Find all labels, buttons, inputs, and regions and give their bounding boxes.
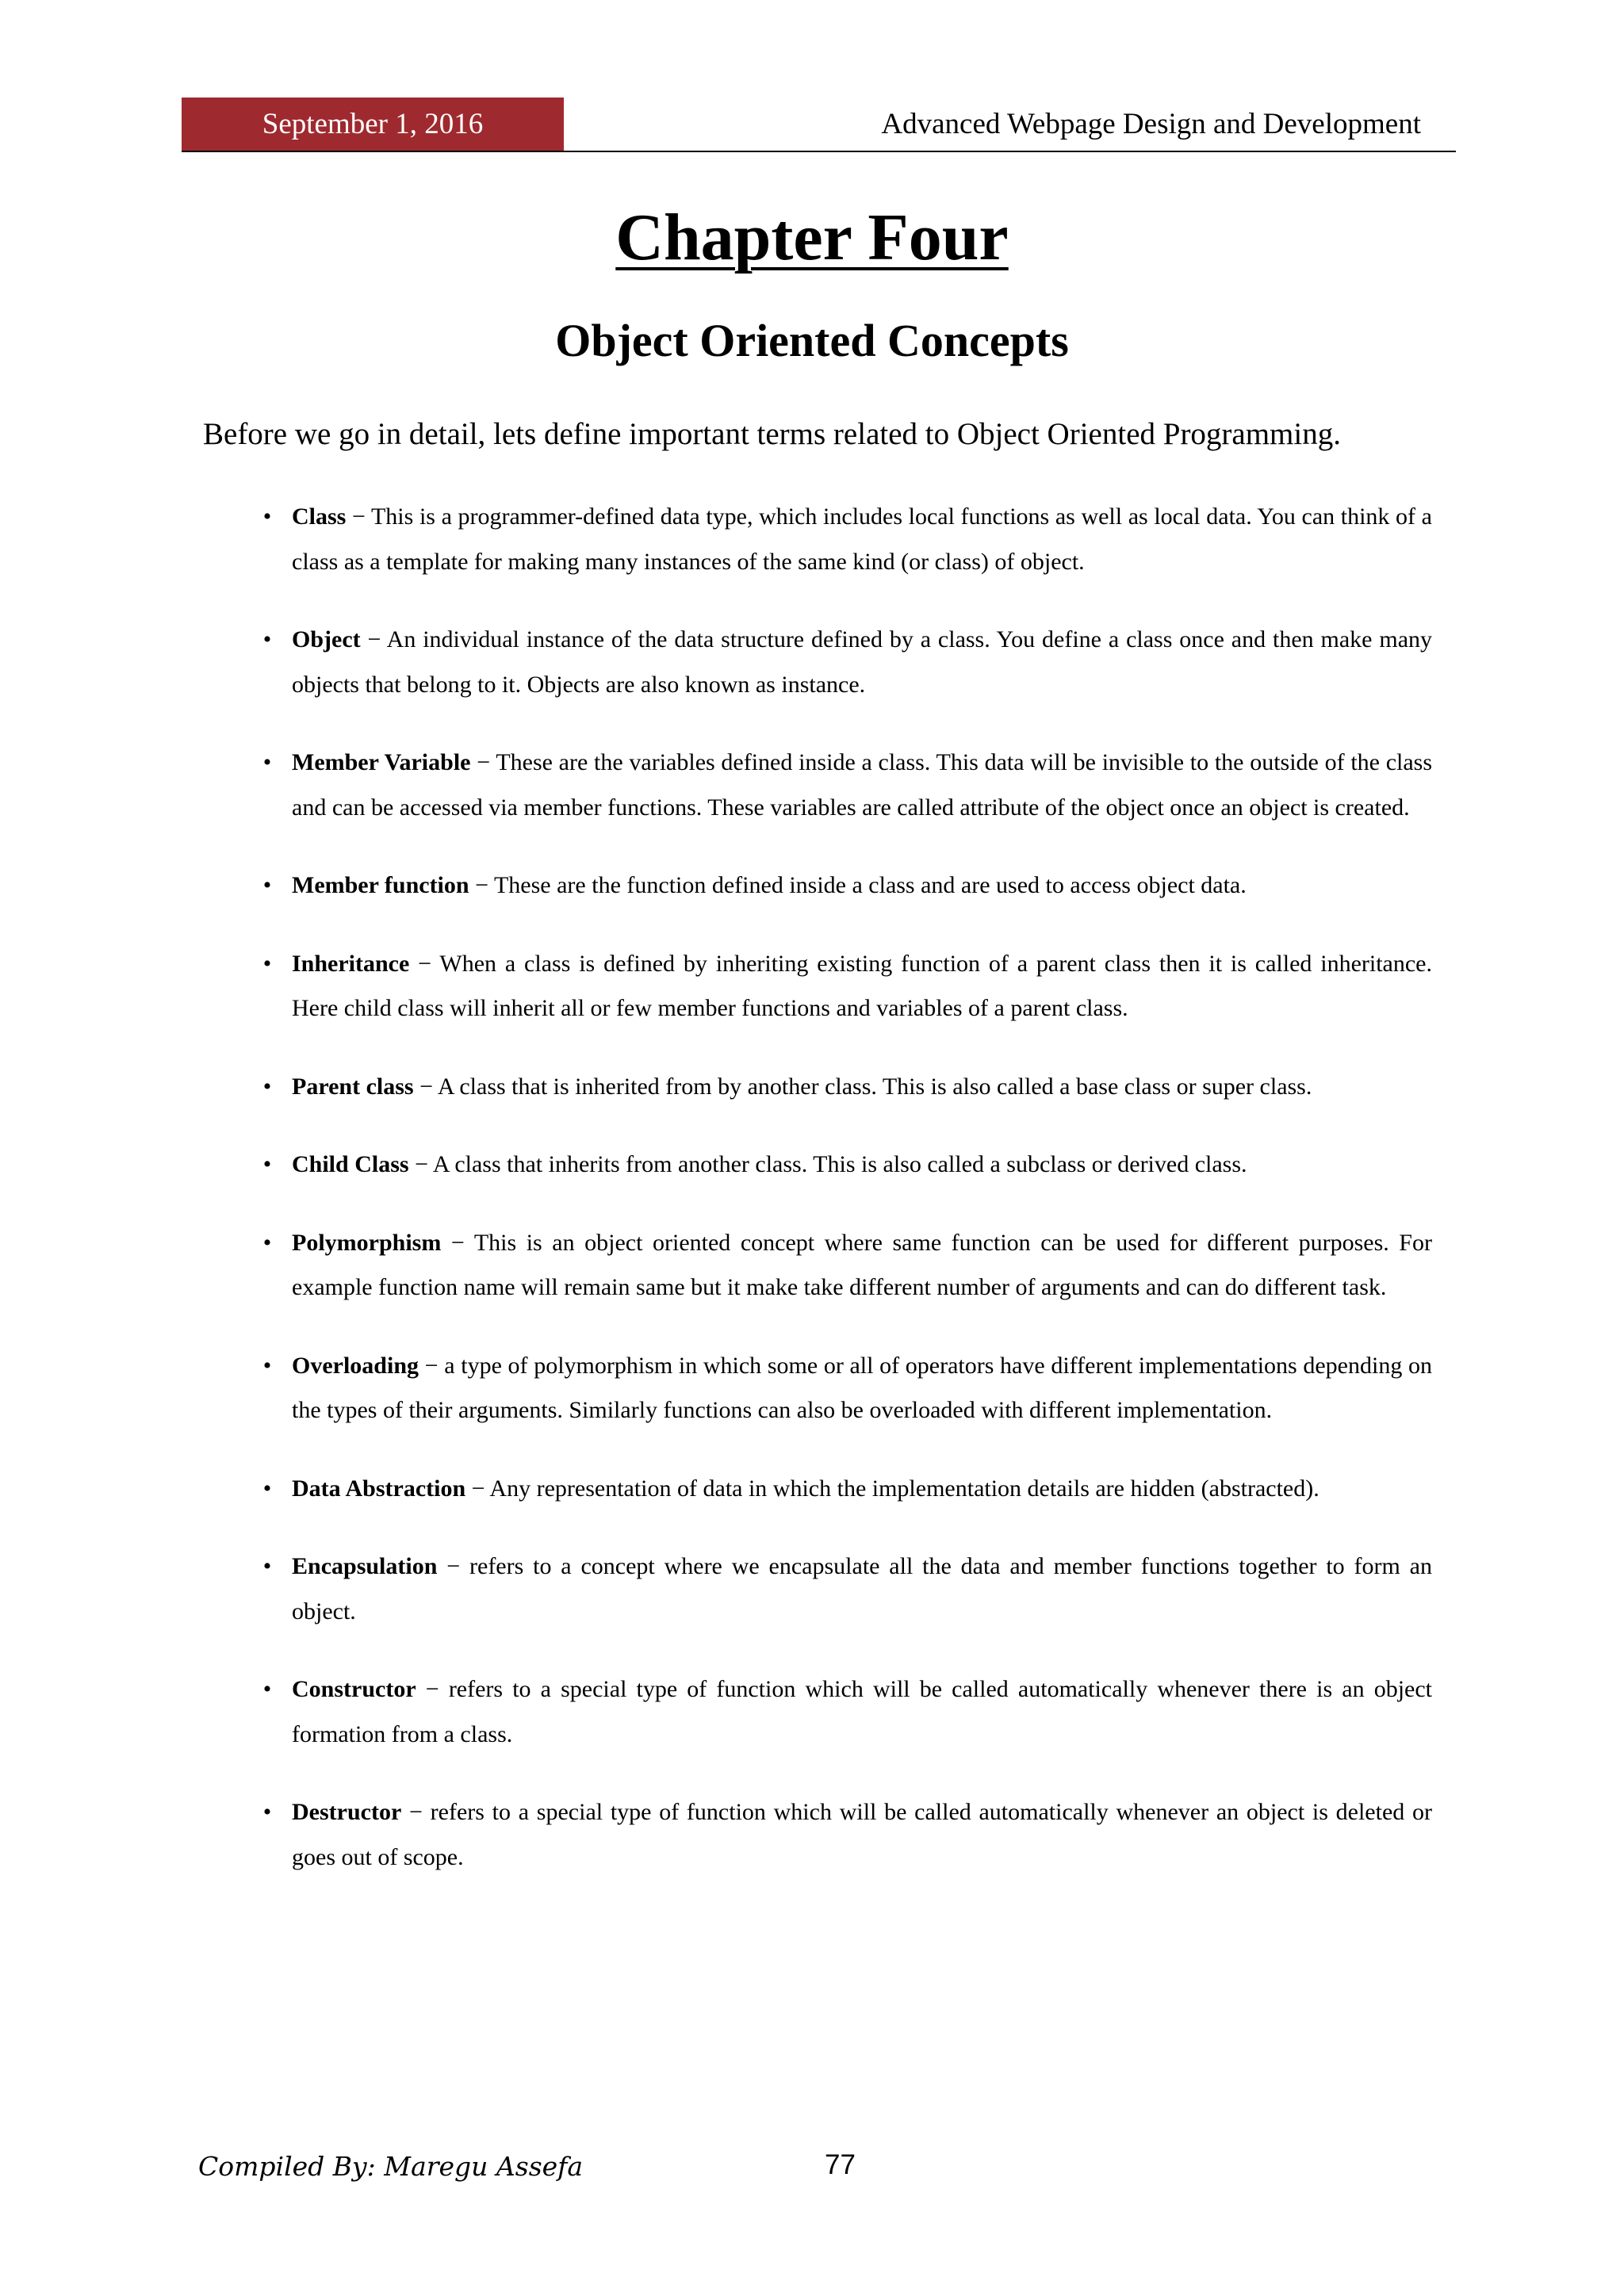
term-definition: refers to a concept where we encapsulate all the data and member functions together to form an object.: [292, 1553, 1432, 1624]
term-text: [292, 1344, 1432, 1433]
term-definition: This is a programmer-defined data type, which includes local functions as well as local data. You can think of a class as a template for making many instances of the same kind (or class) of object.: [292, 503, 1432, 575]
term-text: [292, 1667, 1432, 1757]
term-separator: −: [416, 1676, 449, 1702]
list-item: [254, 740, 1432, 830]
bullet-icon: •: [262, 1676, 272, 1702]
term-text: [292, 863, 1432, 909]
term-name: Member function: [292, 872, 469, 898]
header-divider: [182, 151, 1456, 152]
list-item: [254, 495, 1432, 584]
term-separator: −: [437, 1553, 470, 1579]
bullet-icon: •: [262, 1229, 272, 1256]
list-item: [254, 1221, 1432, 1311]
term-separator: −: [419, 1352, 445, 1379]
list-item: [254, 942, 1432, 1031]
term-separator: −: [441, 1229, 474, 1256]
intro-paragraph: Before we go in detail, lets define important terms related to Object Oriented Programming.: [203, 417, 1341, 451]
term-name: Class: [292, 503, 347, 530]
section-title: Object Oriented Concepts: [555, 315, 1069, 366]
bullet-icon: •: [262, 1799, 272, 1825]
term-separator: −: [469, 872, 494, 898]
term-separator: −: [409, 950, 440, 977]
term-definition: These are the variables defined inside a class. This data will be invisible to the outside of the class and can be accessed via member functions. These variables are called attribute of the object once an object is created.: [292, 749, 1433, 821]
term-definition: This is an object oriented concept where same function can be used for different purposes. For example function name will remain same but it make take different number of arguments and can do different task.: [292, 1229, 1432, 1300]
term-name: Parent class: [292, 1073, 414, 1100]
term-name: Destructor: [292, 1799, 402, 1825]
term-name: Encapsulation: [292, 1553, 438, 1579]
bullet-icon: •: [262, 626, 272, 652]
list-item: [254, 1467, 1432, 1512]
bullet-icon: •: [262, 749, 272, 775]
bullet-icon: •: [262, 1073, 272, 1100]
term-definition: refers to a special type of function which will be called automatically whenever an object is deleted or goes out of scope.: [292, 1799, 1432, 1870]
list-item: [254, 1142, 1432, 1188]
term-text: [292, 1544, 1432, 1634]
header-course-title: Advanced Webpage Design and Development: [881, 108, 1421, 140]
term-name: Polymorphism: [292, 1229, 442, 1256]
term-name: Child Class: [292, 1151, 409, 1177]
footer-author: Compiled By: Maregu Assefa: [198, 2151, 584, 2182]
term-text: [292, 1790, 1432, 1880]
bullet-icon: •: [262, 950, 272, 977]
term-text: [292, 618, 1432, 707]
term-name: Overloading: [292, 1352, 419, 1379]
list-item: [254, 1065, 1432, 1110]
bullet-icon: •: [262, 1151, 272, 1177]
term-text: [292, 495, 1432, 584]
term-separator: −: [413, 1073, 438, 1100]
list-item: [254, 618, 1432, 707]
term-separator: −: [408, 1151, 433, 1177]
bullet-icon: •: [262, 503, 272, 530]
term-definition: a type of polymorphism in which some or all of operators have different implementations depending on the types of their arguments. Similarly functions can also be overloaded with different implementation.: [292, 1352, 1432, 1423]
bullet-icon: •: [262, 1475, 272, 1502]
header-date: September 1, 2016: [182, 98, 564, 151]
term-definition: These are the function defined inside a class and are used to access object data.: [493, 872, 1247, 898]
term-text: [292, 1221, 1432, 1311]
list-item: [254, 1790, 1432, 1880]
term-name: Inheritance: [292, 950, 410, 977]
term-definition: A class that inherits from another class. This is also called a subclass or derived class.: [432, 1151, 1247, 1177]
term-definition: A class that is inherited from by another class. This is also called a base class or super class.: [437, 1073, 1312, 1100]
term-definition: An individual instance of the data structure defined by a class. You define a class once and then make many objects that belong to it. Objects are also known as instance.: [292, 626, 1433, 698]
term-name: Constructor: [292, 1676, 416, 1702]
term-text: [292, 1065, 1432, 1110]
term-name: Member Variable: [292, 749, 471, 775]
term-separator: −: [401, 1799, 431, 1825]
list-item: [254, 1667, 1432, 1757]
list-item: [254, 863, 1432, 909]
page-number: 77: [825, 2149, 856, 2180]
terms-list: [254, 495, 1432, 1880]
term-text: [292, 942, 1432, 1031]
term-separator: −: [465, 1475, 490, 1502]
bullet-icon: •: [262, 872, 272, 898]
term-text: [292, 1467, 1432, 1512]
term-text: [292, 740, 1432, 830]
term-definition: refers to a special type of function which will be called automatically whenever there is an object formation from a class.: [292, 1676, 1432, 1747]
term-separator: −: [470, 749, 496, 775]
chapter-title: Chapter Four: [615, 201, 1009, 274]
term-name: Object: [292, 626, 361, 652]
term-name: Data Abstraction: [292, 1475, 466, 1502]
bullet-icon: •: [262, 1553, 272, 1579]
term-separator: −: [360, 626, 387, 652]
term-separator: −: [346, 503, 371, 530]
term-definition: Any representation of data in which the implementation details are hidden (abstracted).: [489, 1475, 1320, 1502]
term-definition: When a class is defined by inheriting existing function of a parent class then it is called inheritance. Here child class will inherit all or few member functions and variables of a parent class.: [292, 950, 1432, 1021]
list-item: [254, 1544, 1432, 1634]
bullet-icon: •: [262, 1352, 272, 1379]
term-text: [292, 1142, 1432, 1188]
list-item: [254, 1344, 1432, 1433]
